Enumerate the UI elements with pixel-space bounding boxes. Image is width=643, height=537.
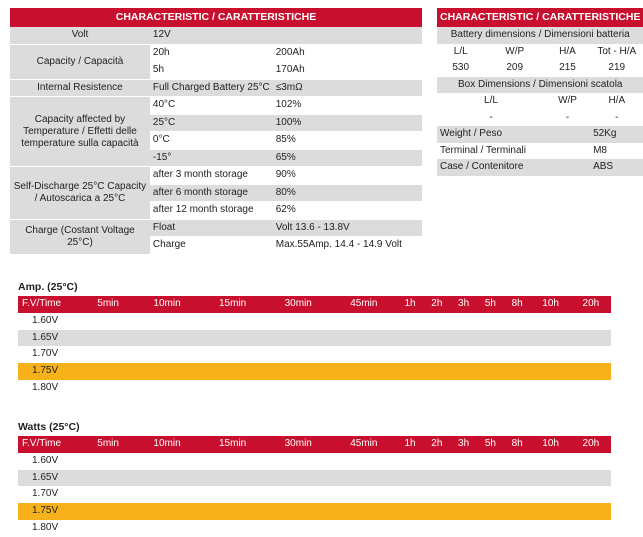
column-header: 10h — [531, 296, 571, 313]
column-header: 5min — [82, 296, 134, 313]
table-cell — [397, 470, 424, 487]
table-cell — [200, 470, 266, 487]
battery-dimensions-label: Battery dimensions / Dimensioni batteria — [450, 29, 630, 40]
final-voltage: 1.80V — [32, 381, 59, 393]
table-cell — [397, 520, 424, 537]
column-header: 15min — [200, 436, 266, 453]
capacity-20h-value: 200Ah — [273, 44, 422, 62]
table-cell — [450, 486, 477, 503]
table-cell — [82, 346, 134, 363]
table-cell — [134, 486, 200, 503]
table-cell — [82, 330, 134, 347]
table-cell — [531, 520, 571, 537]
temp-row: 0°C — [150, 132, 273, 150]
box-dim-header: W/P — [558, 95, 577, 106]
table-cell — [397, 486, 424, 503]
table-cell — [477, 363, 504, 380]
self-discharge-row: after 3 month storage — [150, 167, 273, 185]
table-cell — [504, 520, 531, 537]
table-cell — [450, 380, 477, 397]
table-cell — [200, 330, 266, 347]
table-cell — [265, 330, 331, 347]
table-cell — [477, 330, 504, 347]
table-cell — [331, 330, 397, 347]
box-dimensions-label: Box Dimensions / Dimensioni scatola — [457, 78, 623, 90]
resistance-condition: Full Charged Battery 25°C — [150, 79, 273, 97]
final-voltage: 1.65V — [18, 330, 82, 347]
final-voltage: 1.75V — [18, 503, 82, 520]
table-cell — [477, 503, 504, 520]
table-cell — [477, 470, 504, 487]
table-cell — [450, 470, 477, 487]
table-cell — [331, 346, 397, 363]
table-cell — [200, 313, 266, 330]
final-voltage: 1.80V — [32, 521, 59, 533]
table-cell — [423, 470, 450, 487]
table-cell — [504, 453, 531, 470]
table-cell — [134, 363, 200, 380]
charge-label: Charge (Costant Voltage 25°C) — [10, 219, 150, 254]
temp-row-value: 100% — [273, 114, 422, 132]
box-dim-value: - — [489, 111, 493, 123]
final-voltage: 1.70V — [32, 488, 59, 500]
table-cell — [265, 503, 331, 520]
self-discharge-value: 90% — [273, 167, 422, 185]
table-cell — [571, 453, 611, 470]
weight-value: 52Kg — [593, 128, 617, 139]
column-header: 30min — [265, 436, 331, 453]
table-row — [18, 380, 611, 397]
final-voltage: 1.60V — [32, 314, 59, 326]
table-cell — [82, 520, 134, 537]
amp-header-row — [18, 296, 611, 313]
resistance-label: Internal Resistence — [10, 79, 150, 97]
battery-dim-value: 209 — [506, 62, 524, 73]
table-cell — [531, 486, 571, 503]
battery-dim-header: H/A — [559, 45, 576, 57]
table-cell — [134, 380, 200, 397]
table-cell — [571, 363, 611, 380]
table-cell — [531, 503, 571, 520]
table-cell — [331, 520, 397, 537]
column-header: 5h — [477, 436, 504, 453]
table-cell — [504, 470, 531, 487]
capacity-20h: 20h — [150, 44, 273, 62]
table-cell — [531, 330, 571, 347]
final-voltage: 1.70V — [32, 348, 59, 360]
table-cell — [423, 380, 450, 397]
charge-value: Max.55Amp. 14.4 - 14.9 Volt — [273, 237, 422, 255]
table-row — [18, 503, 611, 520]
battery-dim-header: Tot - H/A — [597, 45, 637, 57]
box-dim-header: H/A — [608, 95, 626, 106]
table-cell — [265, 313, 331, 330]
battery-dim-value: 219 — [608, 62, 626, 73]
table-cell — [134, 346, 200, 363]
table-cell — [423, 363, 450, 380]
table-cell — [504, 346, 531, 363]
self-discharge-row: after 12 month storage — [150, 202, 273, 220]
table-cell — [82, 486, 134, 503]
volt-label: Volt — [10, 27, 150, 44]
column-header: 10min — [134, 296, 200, 313]
battery-dim-header: L/L — [453, 45, 468, 57]
table-cell — [531, 313, 571, 330]
table-cell — [571, 503, 611, 520]
column-header: 5h — [477, 296, 504, 313]
table-cell — [265, 346, 331, 363]
column-header: 2h — [423, 436, 450, 453]
table-cell — [531, 363, 571, 380]
case-label: Case / Contenitore — [440, 161, 524, 172]
table-cell — [423, 330, 450, 347]
table-row — [18, 486, 611, 503]
table-cell — [134, 330, 200, 347]
table-cell — [504, 380, 531, 397]
table-cell — [331, 313, 397, 330]
table-row — [18, 313, 611, 330]
column-header: 10min — [134, 436, 200, 453]
volt-value: 12V — [150, 27, 422, 44]
table-cell — [450, 363, 477, 380]
table-cell — [397, 330, 424, 347]
temperature-label: Capacity affected by Temperature / Effetti delle temperature sulla capacità — [10, 97, 150, 167]
final-voltage: 1.60V — [32, 454, 59, 466]
table-cell — [200, 503, 266, 520]
table-row — [18, 520, 611, 537]
table-row — [18, 363, 611, 380]
column-header: 45min — [331, 296, 397, 313]
column-header: 10h — [531, 436, 571, 453]
table-cell — [571, 470, 611, 487]
resistance-value: ≤3mΩ — [273, 79, 422, 97]
table-cell — [331, 363, 397, 380]
table-cell — [82, 470, 134, 487]
table-cell — [200, 486, 266, 503]
column-header: 3h — [450, 436, 477, 453]
table-cell — [331, 503, 397, 520]
table-cell — [200, 363, 266, 380]
amp-table-title: Amp. (25°C) — [18, 281, 78, 293]
table-cell — [450, 330, 477, 347]
table-cell — [331, 380, 397, 397]
self-discharge-value: 80% — [273, 184, 422, 202]
table-cell — [477, 453, 504, 470]
column-header: 3h — [450, 296, 477, 313]
table-cell — [200, 380, 266, 397]
column-header: 2h — [423, 296, 450, 313]
table-cell — [504, 330, 531, 347]
capacity-5h-value: 170Ah — [273, 62, 422, 80]
final-voltage: 1.75V — [18, 363, 82, 380]
table-cell — [331, 453, 397, 470]
column-header: 1h — [397, 296, 424, 313]
temp-row-value: 85% — [273, 132, 422, 150]
table-cell — [571, 313, 611, 330]
box-dim-header: L/L — [484, 95, 498, 106]
table-row — [18, 470, 611, 487]
table-cell — [134, 520, 200, 537]
table-cell — [397, 313, 424, 330]
table-cell — [200, 520, 266, 537]
capacity-5h: 5h — [150, 62, 273, 80]
amp-table — [18, 296, 611, 397]
table-cell — [477, 486, 504, 503]
table-cell — [397, 453, 424, 470]
table-cell — [134, 453, 200, 470]
table-cell — [571, 380, 611, 397]
battery-dim-value: 530 — [452, 62, 470, 73]
table-cell — [82, 363, 134, 380]
table-cell — [477, 313, 504, 330]
dimensions-table — [437, 8, 643, 176]
column-header: F.V/Time — [18, 296, 82, 313]
table-cell — [200, 346, 266, 363]
box-dim-value: - — [615, 111, 619, 123]
column-header: 5min — [82, 436, 134, 453]
case-value: ABS — [593, 161, 614, 172]
table-cell — [571, 520, 611, 537]
table-cell — [504, 486, 531, 503]
column-header: 15min — [200, 296, 266, 313]
capacity-label: Capacity / Capacità — [10, 44, 150, 79]
table-cell — [504, 363, 531, 380]
battery-dim-header: W/P — [505, 45, 525, 57]
column-header: 8h — [504, 296, 531, 313]
table-cell — [504, 503, 531, 520]
table-cell — [531, 470, 571, 487]
table-cell — [450, 313, 477, 330]
box-dim-value: - — [565, 111, 570, 123]
table-cell — [82, 380, 134, 397]
table-cell — [134, 313, 200, 330]
charge-row: Float — [150, 219, 273, 237]
table-cell — [571, 346, 611, 363]
final-voltage: 1.65V — [18, 470, 82, 487]
table-cell — [265, 486, 331, 503]
table-cell — [571, 330, 611, 347]
table-cell — [200, 453, 266, 470]
watts-header-row — [18, 436, 611, 453]
battery-dim-value: 215 — [559, 62, 576, 73]
table-cell — [82, 503, 134, 520]
column-header: 8h — [504, 436, 531, 453]
charge-value: Volt 13.6 - 13.8V — [273, 219, 422, 237]
table-cell — [397, 363, 424, 380]
column-header: 30min — [265, 296, 331, 313]
terminal-label: Terminal / Terminali — [440, 144, 526, 156]
table-cell — [477, 520, 504, 537]
table-cell — [82, 313, 134, 330]
table-cell — [477, 380, 504, 397]
column-header: 1h — [397, 436, 424, 453]
table-cell — [331, 470, 397, 487]
charge-row: Charge — [150, 237, 273, 255]
table-cell — [397, 503, 424, 520]
temp-row-value: 102% — [273, 97, 422, 115]
temp-row: 25°C — [150, 114, 273, 132]
table-cell — [265, 520, 331, 537]
characteristics-title: CHARACTERISTIC / CARATTERISTICHE — [10, 8, 422, 27]
table-cell — [571, 486, 611, 503]
column-header: 20h — [571, 436, 611, 453]
table-row — [18, 330, 611, 347]
table-cell — [265, 470, 331, 487]
table-row — [18, 453, 611, 470]
table-cell — [265, 453, 331, 470]
table-cell — [423, 346, 450, 363]
temp-row-value: 65% — [273, 149, 422, 167]
temp-row: -15° — [150, 149, 273, 167]
watts-table-title: Watts (25°C) — [18, 421, 80, 433]
table-cell — [531, 380, 571, 397]
characteristics-table — [10, 8, 422, 255]
column-header: 20h — [571, 296, 611, 313]
self-discharge-label: Self-Discharge 25°C Capacity / Autoscarica a 25°C — [10, 167, 150, 220]
column-header: F.V/Time — [18, 436, 82, 453]
terminal-value: M8 — [593, 144, 607, 156]
table-cell — [265, 380, 331, 397]
table-cell — [531, 453, 571, 470]
self-discharge-value: 62% — [273, 202, 422, 220]
table-cell — [134, 503, 200, 520]
table-cell — [397, 346, 424, 363]
table-cell — [423, 453, 450, 470]
table-cell — [504, 313, 531, 330]
table-cell — [82, 453, 134, 470]
table-cell — [450, 520, 477, 537]
dimensions-title: CHARACTERISTIC / CARATTERISTICHE — [437, 8, 643, 27]
table-cell — [423, 503, 450, 520]
table-cell — [423, 520, 450, 537]
table-cell — [134, 470, 200, 487]
table-cell — [450, 346, 477, 363]
table-cell — [477, 346, 504, 363]
table-cell — [450, 503, 477, 520]
table-cell — [265, 363, 331, 380]
table-cell — [423, 486, 450, 503]
watts-table — [18, 436, 611, 537]
table-cell — [531, 346, 571, 363]
table-row — [18, 346, 611, 363]
weight-label: Weight / Peso — [440, 128, 503, 139]
table-cell — [423, 313, 450, 330]
table-cell — [450, 453, 477, 470]
self-discharge-row: after 6 month storage — [150, 184, 273, 202]
table-cell — [331, 486, 397, 503]
table-cell — [397, 380, 424, 397]
temp-row: 40°C — [150, 97, 273, 115]
column-header: 45min — [331, 436, 397, 453]
